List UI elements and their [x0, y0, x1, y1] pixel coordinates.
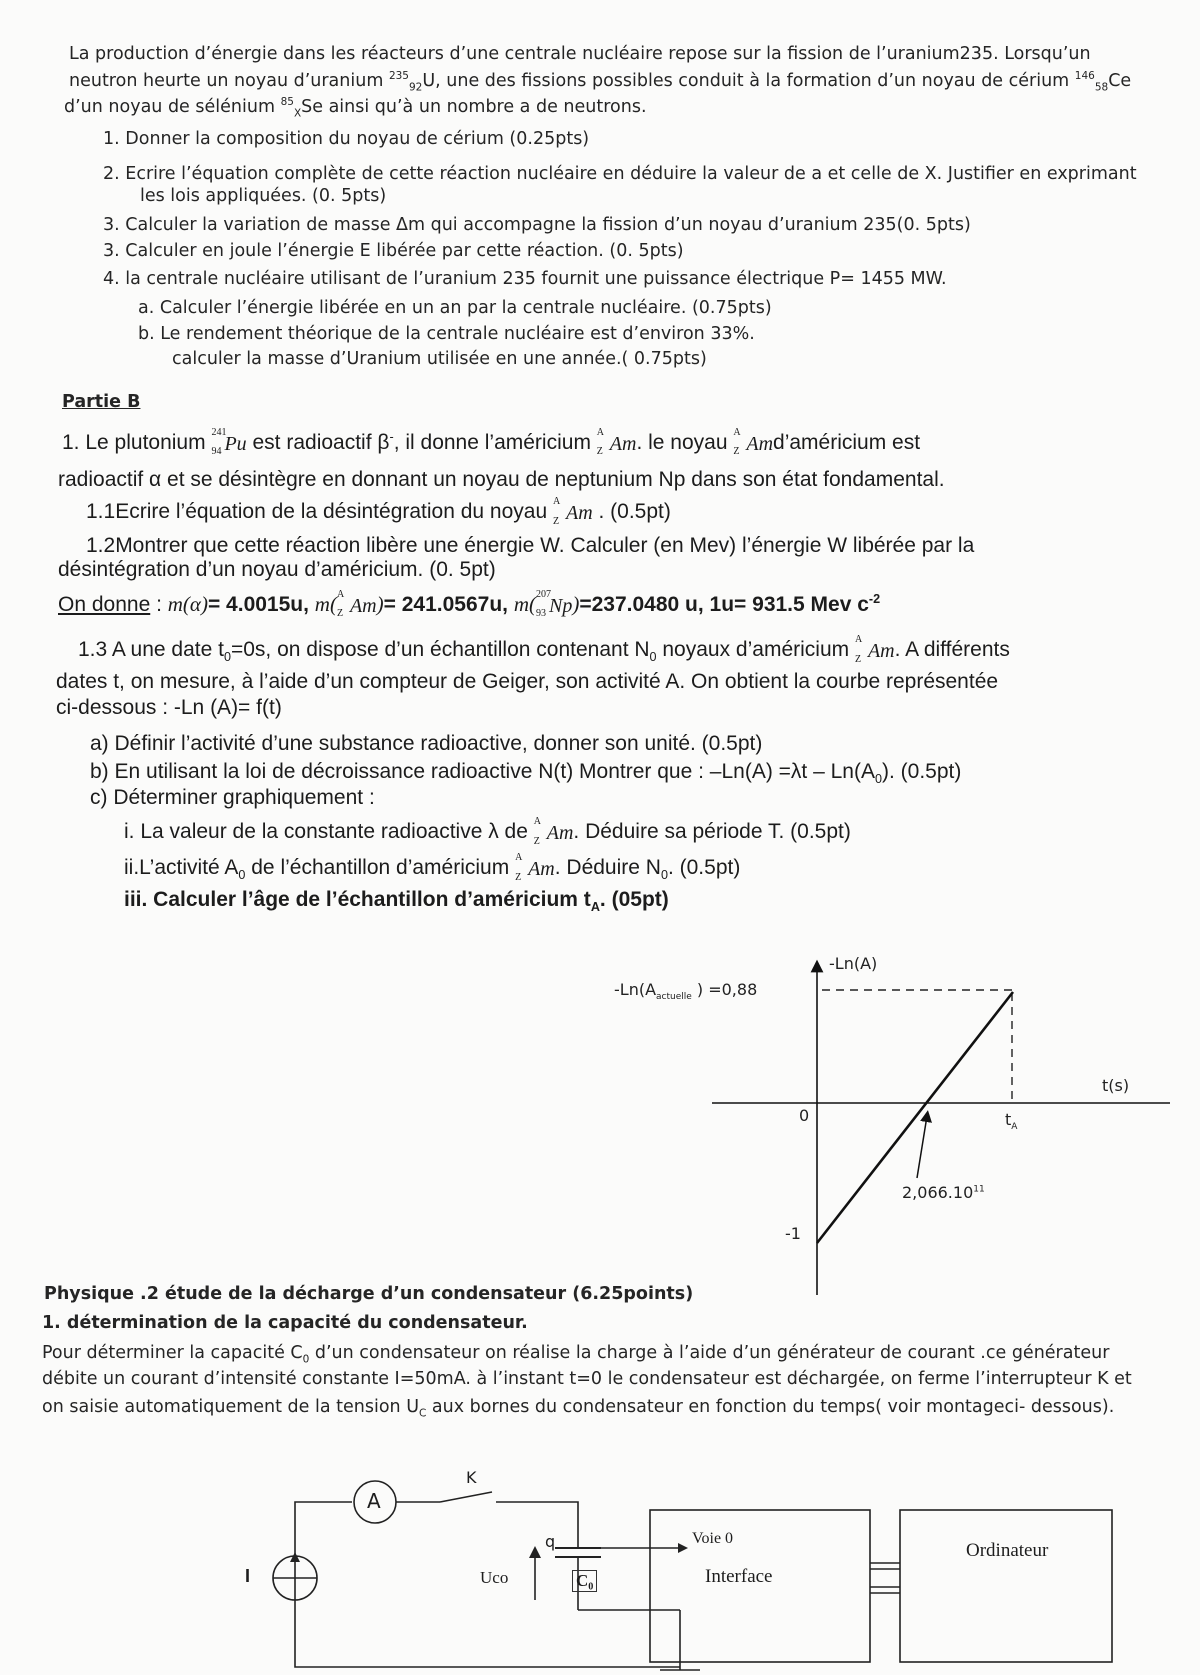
question-b13a: a) Définir l’activité d’une substance radioactive, donner son unité. (0.5pt) [90, 732, 763, 755]
u-atomic-number: 92 [408, 81, 423, 94]
am-nucleus: A Z Am [336, 588, 377, 620]
graph-intercept-label: 2,066.10$^{11}$ [902, 1183, 985, 1202]
intro-line-1: La production d’énergie dans les réacteurs d’une centrale nucléaire repose sur la fission de l’uranium235. Lorsqu’un [69, 44, 1091, 64]
question-a2-line1: 2. Ecrire l’équation complète de cette réaction nucléaire en déduire la valeur de a et celle de X. Justifier en exprimant [103, 164, 1137, 184]
partb-text: . Déduire N [554, 856, 661, 880]
voie-label: Voie 0 [692, 1530, 734, 1547]
ordinateur-label: Ordinateur [966, 1540, 1049, 1561]
intro-text: Se ainsi qu’à un nombre a de neutrons. [301, 96, 647, 117]
am-nucleus: A Z Am [515, 852, 555, 883]
physique2-line2: débite un courant d’intensité constante I=50mA. à l’instant t=0 le condensateur est déchargée, on ferme l’interrupteur K et [42, 1369, 1132, 1389]
partb-text: ii.L’activité A [124, 856, 239, 880]
wire-bottom [295, 1610, 680, 1667]
given-value: = 241.0567u, [383, 593, 508, 616]
question-a3b: 3. Calculer en joule l’énergie E libérée par cette réaction. (0. 5pts) [103, 241, 684, 261]
partb-text: 1. Le plutonium [62, 431, 212, 454]
question-b13c: c) Déterminer graphiquement : [90, 786, 375, 809]
wire-left-top [295, 1502, 352, 1610]
physique2-line3: on saisie automatiquement de la tension $U_C$ aux bornes du condensateur en fonction du temps( voir montageci- dessous). [42, 1397, 1115, 1420]
intro-text: d’un noyau de sélénium [64, 96, 281, 117]
given-value: = 4.0015u, [207, 593, 309, 616]
am-nucleus: A Z Am [596, 426, 637, 458]
partb-text: ). (0.5pt) [881, 760, 962, 783]
capacitor-label: C₀ [572, 1570, 597, 1592]
am-nucleus: A Z Am [854, 634, 895, 665]
voltage-arrowhead [529, 1546, 541, 1558]
question-b13-line2: dates t, on mesure, à l’aide d’un compteur de Geiger, son activité A. On obtient la courbe représentée [56, 670, 999, 693]
am-nucleus: A Z Am [733, 426, 774, 458]
given-mass: ) [572, 592, 580, 616]
given-mass: m( [314, 592, 337, 616]
ce-atomic-number: 58 [1094, 81, 1109, 94]
u-mass-number: 235 [388, 70, 409, 82]
interface-label: Interface [705, 1566, 773, 1587]
beta-minus: - [389, 430, 394, 444]
graph-y-neg: -1 [785, 1224, 801, 1243]
voltage-label: Uco [480, 1568, 509, 1587]
partb-text: . Déduire sa période T. (0.5pt) [573, 820, 851, 844]
wire-switch-cap [496, 1502, 578, 1548]
partb-text: est radioactif β [252, 431, 390, 454]
ce-mass-number: 146 [1074, 70, 1095, 82]
partb-text: 1.3 A une date t [78, 638, 224, 662]
voie-arrowhead [678, 1543, 688, 1553]
ordinateur-box [900, 1510, 1112, 1662]
question-a2-line2: les lois appliquées. (0. 5pts) [140, 186, 387, 206]
partie-b-title: Partie B [62, 392, 141, 412]
partb-text: . (05pt) [599, 888, 669, 911]
question-a4b-line1: b. Le rendement théorique de la centrale nucléaire est d’environ 33%. [138, 324, 755, 344]
partb-text: d’américium est [773, 431, 921, 454]
question-a4a: a. Calculer l’énergie libérée en un an par la centrale nucléaire. (0.75pts) [138, 298, 772, 318]
partb-text: de l’échantillon d’américium [245, 856, 516, 880]
partb-text: noyaux d’américium [656, 638, 855, 662]
given-label: On donne [58, 593, 151, 616]
question-b13-line3: ci-dessous : -Ln (A)= f(t) [56, 696, 282, 719]
graph-origin: 0 [799, 1106, 810, 1125]
se-atomic-number: X [293, 107, 302, 120]
partb-text: 1.1Ecrire l’équation de la désintégration du noyau [86, 500, 553, 524]
question-a4: 4. la centrale nucléaire utilisant de l’uranium 235 fournit une puissance électrique P= 1455 MW. [103, 269, 947, 289]
given-value: =237.0480 u, 1u= 931.5 Mev c [579, 593, 869, 616]
given-mass: ) [376, 592, 384, 616]
question-b12-line1: 1.2Montrer que cette réaction libère une énergie W. Calculer (en Mev) l’énergie W libérée par la [86, 534, 975, 557]
subscript: A [590, 900, 600, 915]
question-a1: 1. Donner la composition du noyau de cérium (0.25pts) [103, 129, 590, 149]
intro-text: neutron heurte un noyau d’uranium [69, 70, 389, 91]
ce-symbol: Ce [1108, 70, 1132, 91]
physique2-title: Physique .2 étude de la décharge d’un condensateur (6.25points) [44, 1284, 694, 1304]
graph-y-label: -Ln(A) [829, 954, 878, 973]
subscript: 0 [649, 650, 657, 665]
given-exponent: -2 [868, 592, 881, 606]
am-nucleus: A Z Am [533, 816, 574, 847]
physique2-line1: Pour déterminer la capacité $C_0$ d’un condensateur on réalise la charge à l’aide d’un générateur de courant .ce générateur [42, 1343, 1110, 1366]
question-b12-line2: désintégration d’un noyau d’américium. (0. 5pt) [58, 558, 496, 581]
subscript: 0 [238, 868, 246, 883]
ammeter-label: A [367, 1489, 381, 1513]
am-nucleus: A Z Am [552, 496, 593, 527]
pu-nucleus: 241 94 Pu [211, 426, 247, 458]
given-mass: m(α) [167, 592, 208, 616]
partb-text: =0s, on dispose d’un échantillon contenant N [230, 638, 650, 662]
given-data: On donne : m(α)= 4.0015u, m( A Z Am)= 241.0567u, m( 207 93 Np)=237.0480 u, 1u= 931.5 Mev $c^{-2}$ [58, 588, 881, 620]
graph-current-value: $-Ln(A_{actuelle}$ ) =0,88 [614, 980, 758, 1003]
intro-text: U, une des fissions possibles conduit à la formation d’un noyau de cérium [422, 70, 1075, 91]
source-label: I [245, 1566, 251, 1586]
question-a3: 3. Calculer la variation de masse Δm qui accompagne la fission d’un noyau d’uranium 235(0. 5pts) [103, 215, 971, 235]
switch-k [440, 1492, 492, 1502]
partb-text: . le noyau [636, 431, 734, 454]
graph-x-label: t(s) [1102, 1076, 1130, 1095]
partb-text: . (0.5pt) [598, 500, 671, 524]
question-a4b-line2: calculer la masse d’Uranium utilisée en une année.( 0.75pts) [172, 349, 707, 369]
physique2-subtitle: 1. détermination de la capacité du condensateur. [42, 1313, 528, 1333]
charge-label: q [545, 1532, 556, 1551]
subscript: 0 [223, 650, 231, 665]
subscript: 0 [660, 868, 668, 883]
partb-line-2: radioactif α et se désintègre en donnant un noyau de neptunium Np dans son état fondamental. [58, 468, 945, 491]
switch-label: K [466, 1468, 477, 1487]
partb-text: i. La valeur de la constante radioactive λ de [124, 820, 534, 844]
given-mass: m( [513, 592, 537, 616]
graph-ta: $t_A$ [1005, 1110, 1018, 1133]
partb-text: b) En utilisant la loi de décroissance radioactive N(t) Montrer que : –Ln(A) =λt – Ln(A [90, 760, 875, 783]
partb-text: iii. Calculer l’âge de l’échantillon d’américium t [124, 888, 591, 911]
subscript: 0 [874, 772, 882, 787]
se-mass-number: 85 [280, 96, 294, 108]
partb-text: , il donne l’américium [393, 431, 597, 454]
np-nucleus: 207 93 Np [536, 588, 573, 620]
partb-text: . (0.5pt) [667, 856, 741, 880]
partb-text: . A différents [894, 638, 1010, 662]
